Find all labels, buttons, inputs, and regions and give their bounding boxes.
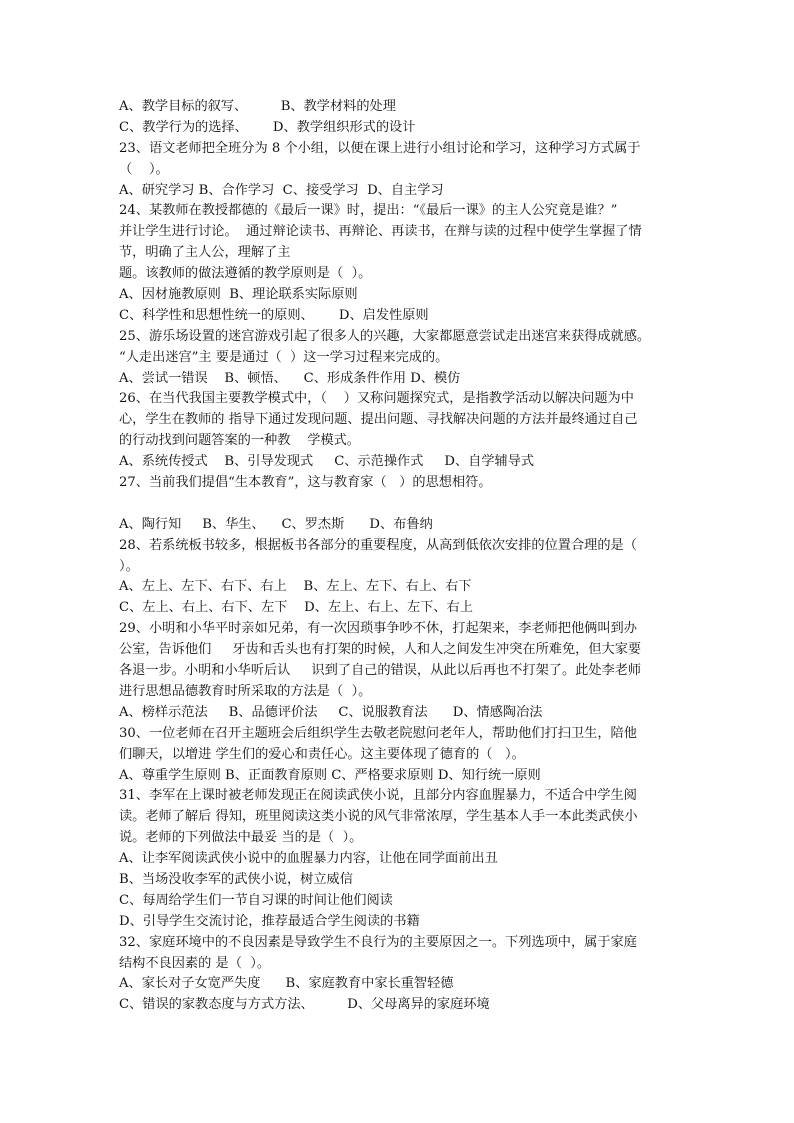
text-line: （ ）。 xyxy=(119,161,169,177)
document-body xyxy=(119,97,679,1016)
text-line: 26、在当代我国主要教学模式中，（ ）又称问题探究式，是指教学活动以解决问题为中 xyxy=(119,391,634,407)
text-line: 题。该教师的做法遵循的教学原则是（ ）。 xyxy=(119,266,372,282)
text-line: D、引导学生交流讨论，推荐最适合学生阅读的书籍 xyxy=(119,913,420,929)
text-line: B、当场没收李军的武侠小说，树立威信 xyxy=(119,871,353,887)
text-line: 各退一步。小明和小华听后认 识到了自己的错误，从此以后再也不打架了。此处李老师 xyxy=(119,663,642,679)
text-line: 结构不良因素的 是（ ）。 xyxy=(119,955,271,971)
text-line: 23、语文老师把全班分为 8 个小组，以便在课上进行小组讨论和学习，这种学习方式属于 xyxy=(119,140,641,156)
text-line: 进行思想品德教育时所采取的方法是（ ）。 xyxy=(119,683,372,699)
text-line: 30、一位老师在召开主题班会后组织学生去敬老院慰问老年人，帮助他们打扫卫生，陪他 xyxy=(119,725,637,741)
blank-line xyxy=(119,494,679,515)
text-line: A、因材施教原则 B、理论联系实际原则 xyxy=(119,287,358,303)
text-line: 们聊天，以增进 学生们的爱心和责任心。这主要体现了德育的（ ）。 xyxy=(119,746,525,762)
text-line: 24、某教师在教授都德的《最后一课》时，提出：“《最后一课》的主人公究竟是谁？” xyxy=(119,203,618,219)
text-line: C、教学行为的选择、 D、教学组织形式的设计 xyxy=(119,119,416,135)
text-line: A、左上、左下、右下、右上 B、左上、左下、右上、右下 xyxy=(119,579,472,595)
text-line: A、教学目标的叙写、 B、教学材料的处理 xyxy=(119,99,396,114)
text-line: 的行动找到问题答案的一种教 学模式。 xyxy=(119,433,360,449)
text-line: 节，明确了主人公，理解了主 xyxy=(119,245,291,261)
text-line: 29、小明和小华平时亲如兄弟，有一次因琐事争吵不休，打起架来，李老师把他俩叫到办 xyxy=(119,621,637,637)
text-line: 公室，告诉他们 牙齿和舌头也有打架的时候，人和人之间发生冲突在所难免，但大家要 xyxy=(119,642,642,658)
text-line: 27、当前我们提倡“生本教育”，这与教育家（ ）的思想相符。 xyxy=(119,475,492,491)
text-line: A、让李军阅读武侠小说中的血腥暴力内容，让他在同学面前出丑 xyxy=(119,851,498,867)
text-line: A、尊重学生原则 B、正面教育原则 C、严格要求原则 D、知行统一原则 xyxy=(119,767,541,783)
text-line: A、研究学习 B、合作学习 C、接受学习 D、自主学习 xyxy=(119,182,444,198)
text-line: C、每周给学生们一节自习课的时间让他们阅读 xyxy=(119,892,393,908)
text-line: A、陶行知 B、华生、 C、罗杰斯 D、布鲁纳 xyxy=(119,516,433,532)
text-line: 31、李军在上课时被老师发现正在阅读武侠小说，且部分内容血腥暴力，不适合中学生阅 xyxy=(119,788,637,804)
text-line: 28、若系统板书较多，根据板书各部分的重要程度，从高到低依次安排的位置合理的是（ xyxy=(119,537,637,553)
text-line: 32、家庭环境中的不良因素是导致学生不良行为的主要原因之一。下列选项中，属于家庭 xyxy=(119,934,637,950)
text-line: 说。老师的下列做法中最妥 当的是（ ）。 xyxy=(119,830,363,846)
text-line: A、家长对子女宽严失度 B、家庭教育中家长重智轻德 xyxy=(119,976,454,992)
text-line: C、错误的家教态度与方式方法、 D、父母离异的家庭环境 xyxy=(119,997,490,1013)
text-line: 心，学生在教师的 指导下通过发现问题、提出问题、寻找解决问题的方法并最终通过自己 xyxy=(119,412,638,428)
text-line: 读。老师了解后 得知，班里阅读这类小说的风气非常浓厚，学生基本人手一本此类武侠小 xyxy=(119,809,638,825)
text-line: A、系统传授式 B、引导发现式 C、示范操作式 D、自学辅导式 xyxy=(119,454,535,470)
text-line: A、尝试一错误 B、顿悟、 C、形成条件作用 D、模仿 xyxy=(119,370,461,386)
text-line: 25、游乐场设置的迷宫游戏引起了很多人的兴趣，大家都愿意尝试走出迷宫来获得成就感。 xyxy=(119,328,651,344)
text-line: C、科学性和思想性统一的原则、 D、启发性原则 xyxy=(119,307,429,323)
text-line: ）。 xyxy=(119,558,139,574)
text-line: “人走出迷宫”主 要是通过（ ）这一学习过程来完成的。 xyxy=(119,349,449,365)
text-line: 并让学生进行讨论。 通过辩论读书、再辩论、再读书，在辩与读的过程中使学生掌握了情 xyxy=(119,224,642,240)
text-line: C、左上、右上、右下、左下 D、左上、右上、左下、右上 xyxy=(119,600,473,616)
text-line: A、榜样示范法 B、品德评价法 C、说服教育法 D、情感陶冶法 xyxy=(119,704,543,720)
